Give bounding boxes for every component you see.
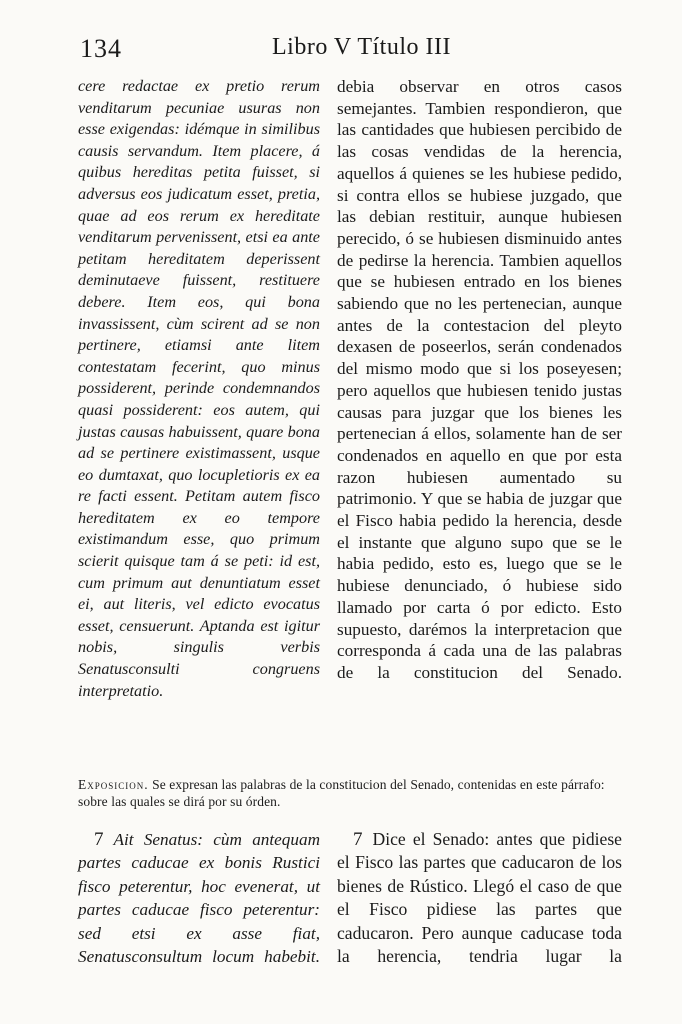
spanish-text-column: [337, 76, 622, 684]
latin-paragraph-7-text: Ait Senatus: cùm antequam partes caducae ex bonis Rustici fisco peterentur, hoc evenerat, ut partes caducae fisco peterentur: sed etsi ex asse fiat, Senatusconsultum locum habebit.: [78, 830, 320, 967]
paragraph-number-spanish: 7: [353, 829, 363, 850]
running-title: Libro V Título III: [272, 34, 451, 60]
latin-text-column: [78, 76, 320, 702]
exposition-text: Se expresan las palabras de la constitucion del Senado, contenidas en este párrafo: sobre las quales se dirá por su órden.: [78, 777, 605, 809]
page-number: 134: [80, 34, 122, 63]
spanish-top-text: debia observar en otros casos semejantes. Tambien respondieron, que las cantidades que hubiesen percibido de las cosas vendidas de la herencia, aquellos á quienes se les hubiese pedido, si contra ellos se hubiese juzgado, que las debian restituir, aunque hubiesen perecido, ó se hubiesen disminuido antes de pedirse la herencia. Tambien aquellos que se hubiesen entrado en los bienes sabiendo que no les pertenecian, aunque antes de la contestacion del pleyto dexasen de poseerlos, serán condenados del mismo modo que si los poseyesen; pero aquellos que hubiesen tenido justas causas para juzgar que los bienes les pertenecian á ellos, solamente han de ser condenados en aquello en que por esta razon hubiesen aumentado su patrimonio. Y que se habia de juzgar que el Fisco habia pedido la herencia, desde el instante que alguno supo que se le habia pedido, esto es, luego que se le hubiese denunciado, ó hubiese sido llamado por carta ó por edicto. Esto supuesto, darémos la interpretacion que corresponda á cada una de las palabras de la constitucion del Senado.: [337, 77, 622, 682]
paragraph-number-latin: 7: [94, 829, 104, 850]
spanish-paragraph-7-text: Dice el Senado: antes que pidiese el Fisco las partes que caducaron de los bienes de Rústico. Llegó el caso de que el Fisco pidiese las partes que caducaron. Pero aunque caducase toda la herencia, tendria lugar la: [337, 829, 622, 967]
latin-paragraph-7: [78, 828, 320, 968]
exposition-label: Exposicion.: [78, 777, 149, 792]
latin-top-text: cere redactae ex pretio rerum venditarum pecuniae usuras non esse exigendas: idémque in similibus causis servandum. Item placere, á quibus hereditas petita fuisset, si adversus eos judicatum esset, pretia, quae ad eos rerum ex hereditate venditarum pervenissent, etsi ea ante petitam hereditatem deperissent deminutaeve fuissent, restituere debere. Item eos, qui bona invassissent, cùm scirent ad se non pertinere, etiamsi ante litem contestatam fecerint, quo minus possiderent, perinde condemnandos quasi possiderent: eos autem, qui justas causas habuissent, quare bona ad se pertinere existimassent, usque eo dumtaxat, quo locupletioris ex ea re facti essent. Petitam autem fisco hereditatem ex eo tempore existimandum esse, quo primum scierit quisque tam á se peti: id est, cum primum aut denuntiatum esset ei, aut literis, vel edicto evocatus esset, censuerunt. Aptanda est igitur nobis, singulis verbis Senatusconsulti congruens interpretatio.: [78, 77, 320, 700]
page-header: [0, 34, 682, 64]
exposition-note: [78, 776, 622, 810]
spanish-paragraph-7: [337, 828, 622, 968]
